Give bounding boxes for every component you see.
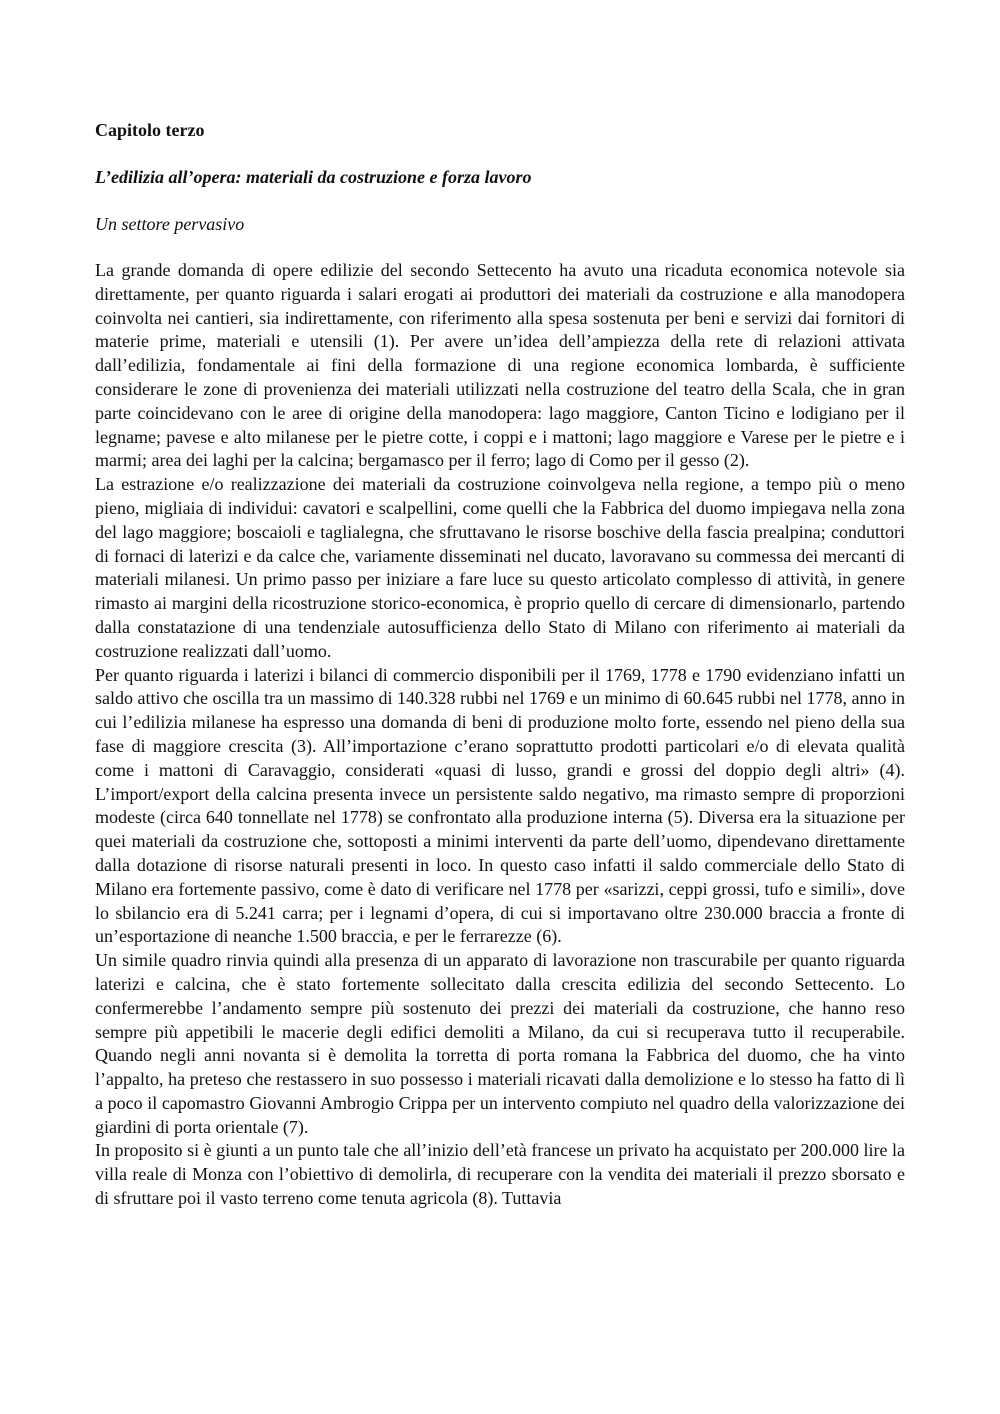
body-paragraph: Per quanto riguarda i laterizi i bilanci di commercio disponibili per il 1769, 1778 e 1790 evidenziano infatti un saldo attivo che oscilla tra un massimo di 140.328 rubbi nel 1769 e un minimo di 60.645 rubbi nel 1778, anno in cui l’edilizia milanese ha espresso una domanda di beni di produzione molto forte, essendo nel pieno della sua fase di maggiore crescita (3). All’importazione c’erano soprattutto prodotti particolari e/o di elevata qualità come i mattoni di Caravaggio, considerati «quasi di lusso, grandi e grossi del doppio degli altri» (4). L’import/export della calcina presenta invece un persistente saldo negativo, ma rimasto sempre di proporzioni modeste (circa 640 tonnellate nel 1778) se confrontato alla produzione interna (5). Diversa era la situazione per quei materiali da costruzione che, sottoposti a minimi interventi da parte dell’uomo, dipendevano direttamente dalla dotazione di risorse naturali presenti in loco. In questo caso infatti il saldo commerciale dello Stato di Milano era fortemente passivo, come è dato di verificare nel 1778 per «sarizzi, ceppi grossi, tufo e simili», dove lo sbilancio era di 5.241 carra; per i legnami d’opera, di cui si importavano oltre 230.000 braccia a fronte di un’esportazione di neanche 1.500 braccia, e per le ferrarezze (6). — [95, 664, 905, 947]
chapter-heading: Capitolo terzo — [95, 120, 205, 140]
body-paragraph: In proposito si è giunti a un punto tale che all’inizio dell’età francese un privato ha acquistato per 200.000 lire la villa reale di Monza con l’obiettivo di demolirla, di recuperare con la vendita dei materiali il prezzo sborsato e di sfruttare poi il vasto terreno come tenuta agricola (8). Tuttavia — [95, 1140, 905, 1209]
section-heading: Un settore pervasivo — [95, 214, 245, 234]
body-paragraph: Un simile quadro rinvia quindi alla presenza di un apparato di lavorazione non trascurabile per quanto riguarda laterizi e calcina, che è stato fortemente sollecitato dalla crescita edilizia del secondo Settecento. Lo confermerebbe l’andamento sempre più sostenuto dei prezzi dei materiali da costruzione, che hanno reso sempre più appetibili le macerie degli edifici demoliti a Milano, da cui si recuperava tutto il recuperabile. Quando negli anni novanta si è demolita la torretta di porta romana la Fabbrica del duomo, che ha vinto l’appalto, ha preteso che restassero in suo possesso i materiali ricavati dalla demolizione e lo stesso ha fatto di lì a poco il capomastro Giovanni Ambrogio Crippa per un intervento compiuto nel quadro della valorizzazione dei giardini di porta orientale (7). — [95, 950, 905, 1137]
chapter-title: L’edilizia all’opera: materiali da costruzione e forza lavoro — [95, 167, 532, 187]
body-paragraph: La grande domanda di opere edilizie del secondo Settecento ha avuto una ricaduta economica notevole sia direttamente, per quanto riguarda i salari erogati ai produttori dei materiali da costruzione e alla manodopera coinvolta nei cantieri, sia indirettamente, con riferimento alla spesa sostenuta per beni e servizi dai fornitori di materie prime, materiali e utensili (1). Per avere un’idea dell’ampiezza della rete di relazioni attivata dall’edilizia, fondamentale ai fini della formazione di una regione economica lombarda, è sufficiente considerare le zone di provenienza dei materiali utilizzati nella costruzione del teatro della Scala, che in gran parte coincidevano con le aree di origine della manodopera: lago maggiore, Canton Ticino e lodigiano per il legname; pavese e alto milanese per le pietre cotte, i coppi e i mattoni; lago maggiore e Varese per le pietre e i marmi; area dei laghi per la calcina; bergamasco per il ferro; lago di Como per il gesso (2). — [95, 260, 905, 471]
body-paragraph: La estrazione e/o realizzazione dei materiali da costruzione coinvolgeva nella regione, a tempo più o meno pieno, migliaia di individui: cavatori e scalpellini, come quelli che la Fabbrica del duomo impiegava nella zona del lago maggiore; boscaioli e taglialegna, che sfruttavano le risorse boschive della fascia prealpina; conduttori di fornaci di laterizi e da calce che, variamente disseminati nel ducato, lavoravano su commessa dei mercanti di materiali milanesi. Un primo passo per iniziare a fare luce su questo articolato complesso di attività, in genere rimasto ai margini della ricostruzione storico-economica, è proprio quello di cercare di dimensionarlo, partendo dalla constatazione di una tendenziale autosufficienza dello Stato di Milano con riferimento ai materiali da costruzione realizzati dall’uomo. — [95, 474, 905, 661]
document-page — [95, 118, 905, 1211]
